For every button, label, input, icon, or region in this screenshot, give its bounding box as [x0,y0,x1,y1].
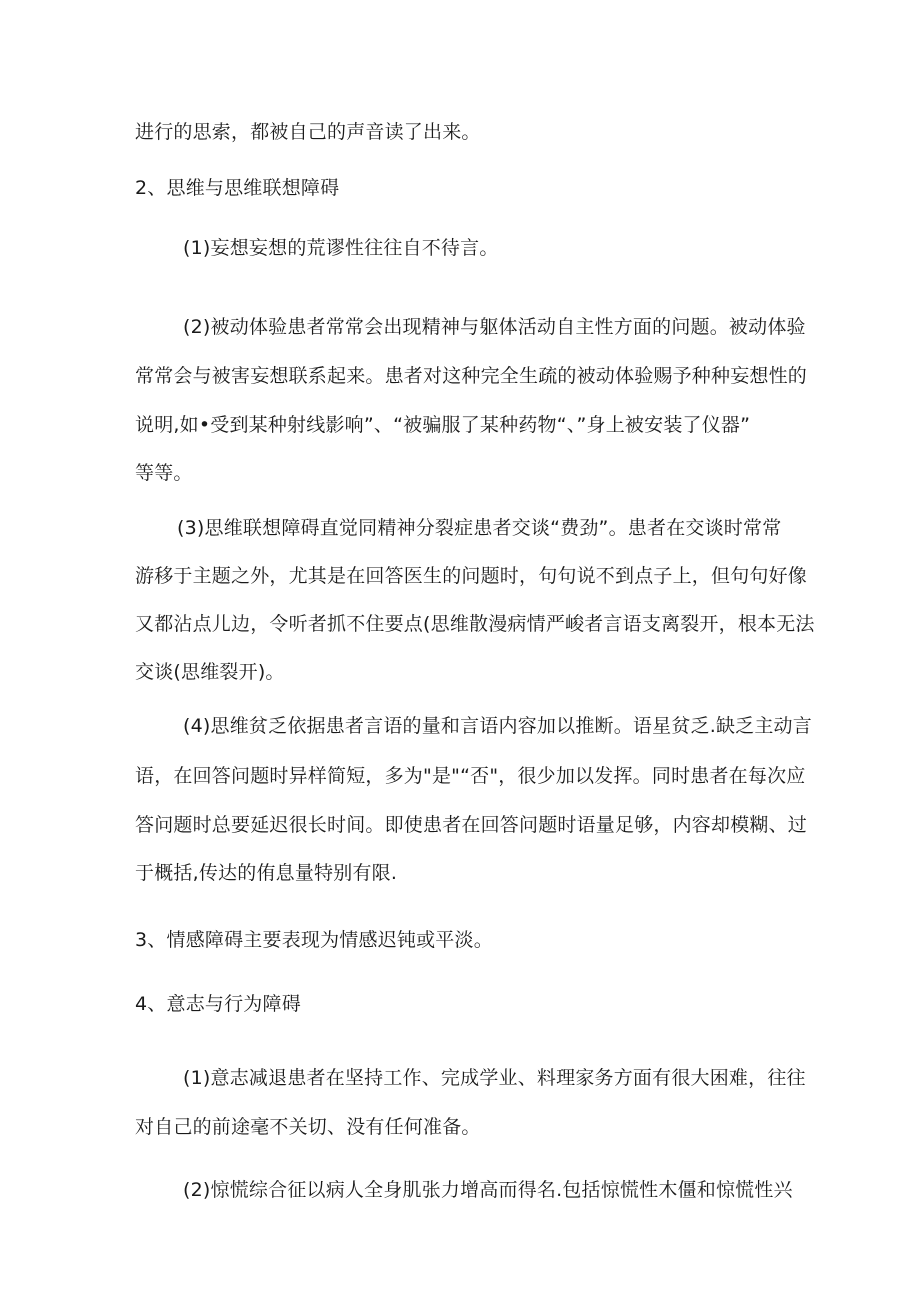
section-heading-4: 4、意志与行为障碍 [135,993,301,1015]
paragraph-2-2-line-2: 常常会与被害妄想联系起来。患者对这种完全生疏的被动体验赐予种种妄想性的 [135,365,808,387]
paragraph-4-1-line-1: (1)意志减退患者在坚持工作、完成学业、料理家务方面有很大困难，往往 [183,1067,806,1089]
paragraph-2-2-line-1: (2)被动体验患者常常会出现精神与躯体活动自主性方面的问题。被动体验 [183,316,806,338]
paragraph-2-3-line-3: 又都沾点儿边，令听者抓不住要点(思维散漫病情严峻者言语支离裂开，根本无法 [135,613,815,635]
paragraph-2-4-line-1: (4)思维贫乏依据患者言语的量和言语内容加以推断。语星贫乏.缺乏主动言 [183,715,812,737]
paragraph-2-3-line-4: 交谈(思维裂开)。 [135,661,285,683]
paragraph-4-1-line-2: 对自己的前途毫不关切、没有任何准备。 [135,1116,481,1138]
paragraph-2-2-line-4: 等等。 [135,462,193,484]
text-line-continuation: 进行的思索，都被自己的声音读了出来。 [135,121,481,143]
paragraph-2-4-line-2: 语，在回答问题时异样简短，多为"是"“否"，很少加以发挥。同时患者在每次应 [135,765,806,787]
paragraph-4-2-line-1: (2)惊慌综合征以病人全身肌张力增高而得名.包括惊慌性木僵和惊慌性兴 [183,1179,793,1201]
section-heading-2: 2、思维与思维联想障碍 [135,177,340,199]
paragraph-2-1: (1)妄想妄想的荒谬性往往自不待言。 [183,237,499,259]
paragraph-2-2-line-3: 说明,如•受到某种射线影响”、“被骗服了某种药物“、”身上被安装了仪器” [135,414,751,436]
paragraph-2-4-line-4: 于概括,传达的侑息量特别有限. [135,862,398,884]
section-heading-3: 3、情感障碍主要表现为情感迟钝或平淡。 [135,929,493,951]
paragraph-2-4-line-3: 答问题时总要延迟很长时间。即使患者在回答问题时语量足够，内容却模糊、过 [135,814,808,836]
paragraph-2-3-line-2: 游移于主题之外，尤其是在回答医生的问题时，句句说不到点子上，但句句好像 [135,565,808,587]
paragraph-2-3-line-1: (3)思维联想障碍直觉同精神分裂症患者交谈“费劲”。患者在交谈时常常 [177,517,782,539]
